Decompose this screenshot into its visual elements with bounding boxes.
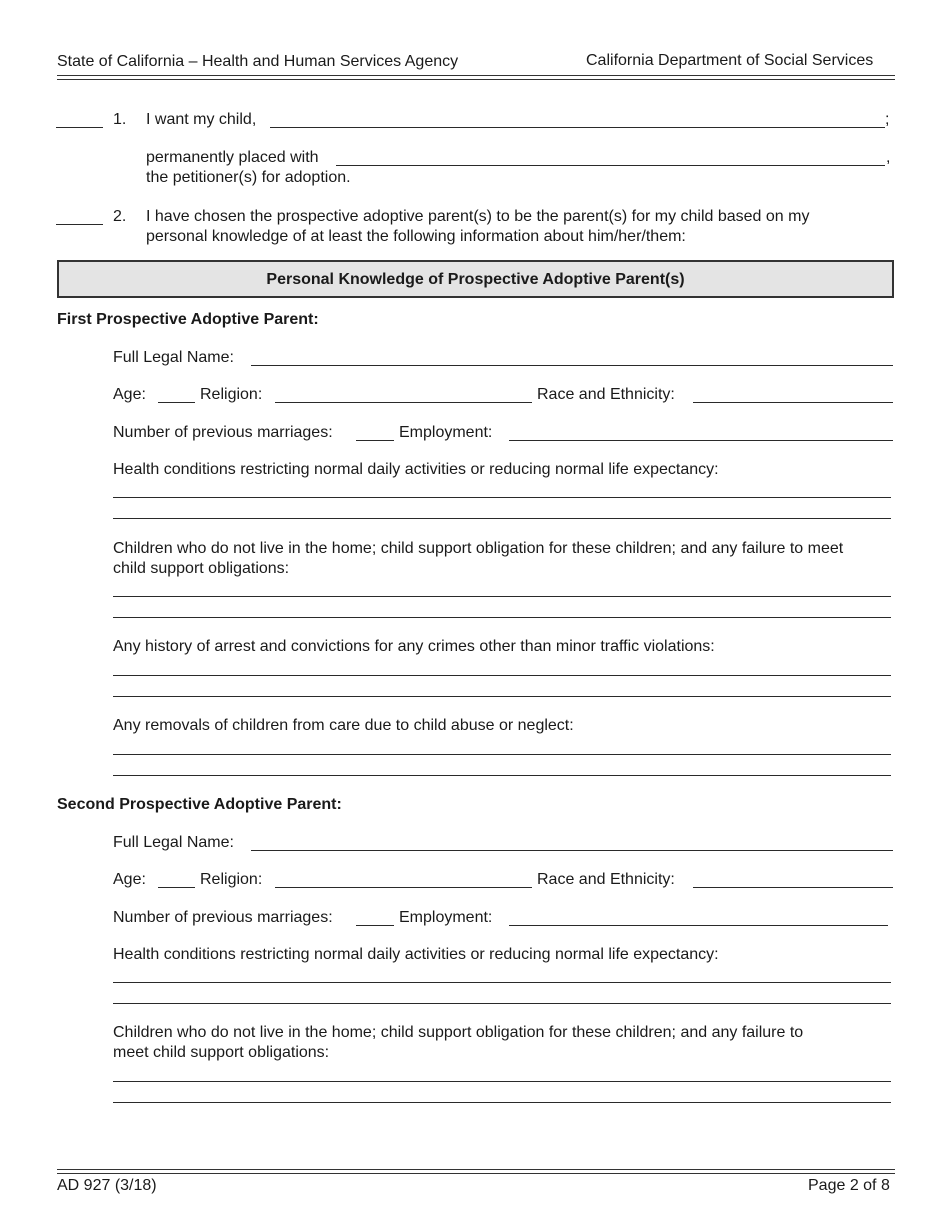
header-rule-bottom [57,79,895,80]
footer-rule-bottom [57,1173,895,1174]
p2-race-field[interactable] [693,887,893,888]
p1-removals-label: Any removals of children from care due to child abuse or neglect: [113,717,574,734]
p1-arrest-line-1[interactable] [113,675,891,676]
footer-rule-top [57,1169,895,1170]
p1-age-field[interactable] [158,402,195,403]
section-banner-title: Personal Knowledge of Prospective Adoptive Parent(s) [266,271,685,288]
header-agency: State of California – Health and Human Services Agency [57,53,459,70]
p2-marriages-label: Number of previous marriages: [113,909,333,926]
p2-health-line-2[interactable] [113,1003,891,1004]
p2-age-field[interactable] [158,887,195,888]
p1-arrest-label: Any history of arrest and convictions for any crimes other than minor traffic violations: [113,638,715,655]
footer-page-number: Page 2 of 8 [808,1177,890,1194]
petitioner-text: the petitioner(s) for adoption. [146,169,351,186]
p1-full-name-field[interactable] [251,365,893,366]
p1-marriages-label: Number of previous marriages: [113,424,333,441]
p2-religion-field[interactable] [275,887,532,888]
item1-semicolon: ; [885,111,890,128]
p1-children-line-2[interactable] [113,617,891,618]
item1-initial-field[interactable] [56,127,103,128]
item2-initial-field[interactable] [56,224,103,225]
p1-employment-field[interactable] [509,440,893,441]
p1-children-line-1[interactable] [113,596,891,597]
header-rule-top [57,75,895,76]
p1-race-field[interactable] [693,402,893,403]
p1-race-label: Race and Ethnicity: [537,386,675,403]
item2-number: 2. [113,208,127,225]
p2-full-name-label: Full Legal Name: [113,834,234,851]
p2-religion-label: Religion: [200,871,263,888]
footer-form-id: AD 927 (3/18) [57,1177,157,1194]
p2-children-label-line1: Children who do not live in the home; child support obligation for these children; and any failure to [113,1024,804,1041]
placed-with-field[interactable] [336,165,885,166]
p2-children-line-1[interactable] [113,1081,891,1082]
p2-full-name-field[interactable] [251,850,893,851]
child-name-field[interactable] [270,127,885,128]
placed-with-label: permanently placed with [146,149,319,166]
p2-marriages-field[interactable] [356,925,394,926]
header-department: California Department of Social Services [586,52,874,69]
p1-children-label-line2: child support obligations: [113,560,290,577]
p1-health-line-2[interactable] [113,518,891,519]
p2-race-label: Race and Ethnicity: [537,871,675,888]
p2-health-line-1[interactable] [113,982,891,983]
item1-text: I want my child, [146,111,257,128]
item1-number: 1. [113,111,127,128]
p1-removals-line-2[interactable] [113,775,891,776]
p1-arrest-line-2[interactable] [113,696,891,697]
p2-health-label: Health conditions restricting normal daily activities or reducing normal life expectancy: [113,946,719,963]
p2-age-label: Age: [113,871,146,888]
section-banner [57,260,894,298]
first-parent-heading: First Prospective Adoptive Parent: [57,311,319,328]
p1-full-name-label: Full Legal Name: [113,349,234,366]
p1-health-label: Health conditions restricting normal daily activities or reducing normal life expectancy: [113,461,719,478]
p1-health-line-1[interactable] [113,497,891,498]
p1-marriages-field[interactable] [356,440,394,441]
p2-employment-label: Employment: [399,909,493,926]
p1-removals-line-1[interactable] [113,754,891,755]
p1-employment-label: Employment: [399,424,493,441]
placed-with-comma: , [886,149,891,166]
item2-text-line1: I have chosen the prospective adoptive parent(s) to be the parent(s) for my child based on my [146,208,810,225]
p1-age-label: Age: [113,386,146,403]
second-parent-heading: Second Prospective Adoptive Parent: [57,796,342,813]
p2-children-label-line2: meet child support obligations: [113,1044,330,1061]
p1-children-label-line1: Children who do not live in the home; child support obligation for these children; and any failure to meet [113,540,844,557]
p2-children-line-2[interactable] [113,1102,891,1103]
p1-religion-label: Religion: [200,386,263,403]
p2-employment-field[interactable] [509,925,888,926]
item2-text-line2: personal knowledge of at least the following information about him/her/them: [146,228,686,245]
p1-religion-field[interactable] [275,402,532,403]
